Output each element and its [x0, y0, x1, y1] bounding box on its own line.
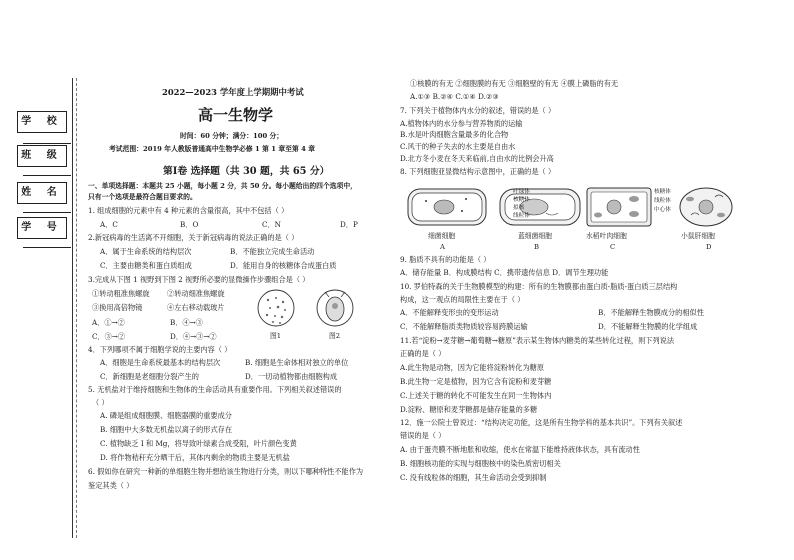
q11-option-d: D.淀粉、糖原和麦芽糖都是储存能量的多糖: [400, 405, 538, 414]
q2-option-a: A．属于生命系统的结构层次: [100, 247, 192, 256]
q10-option-a: A．不能解释变形虫的变形运动: [400, 308, 499, 317]
question-7: 7. 下列关于植物体内水分的叙述，错误的是（ ）: [400, 106, 556, 115]
name-field-line: [23, 212, 71, 213]
section-instruction-2: 只有一个选项是最符合题目要求的。: [88, 193, 197, 201]
q1-option-a: A．C: [100, 220, 118, 229]
q12-option-b: B. 细胞核功能的实现与细胞核中的染色质密切相关: [400, 459, 561, 468]
figure-2-label: 图2: [329, 332, 341, 340]
q3-option-c: C．③→②: [92, 332, 126, 341]
diagram-b-part-nucleoid: 拟核: [513, 205, 525, 211]
question-11-continued: 正确的是（ ）: [400, 349, 446, 358]
question-6-continued: 鉴定其类（ ）: [88, 481, 134, 490]
q5-option-c: C. 植物缺乏 Ⅰ 和 Mg，将导致叶绿素合成受阻，叶片颜色变黄: [100, 439, 297, 448]
diagram-b-letter: B: [534, 243, 539, 251]
question-11: 11.若“淀粉→麦芽糖→葡萄糖→糖原”表示某生物体内糖类的某些转化过程，则下列说法: [400, 336, 675, 345]
q10-option-c: C．不能解释脂质类物质较容易跨膜运输: [400, 322, 528, 331]
q1-option-c: C．N: [262, 220, 281, 229]
q10-option-b: B．不能解释生物膜成分的相似性: [598, 308, 704, 317]
question-4: 4．下列哪项不属于细胞学说的主要内容（ ）: [88, 345, 232, 354]
question-12: 12．施一公院士曾说过：“结构决定功能，这是所有生物学科的基本共识”。下列有关叙述: [400, 418, 683, 427]
question-12-continued: 错误的是（ ）: [400, 431, 446, 440]
school-field-label: 学 校: [17, 111, 67, 133]
diagram-d-part-mitochondrion: 线粒体: [654, 198, 671, 204]
q12-option-c: C. 没有线粒体的细胞，其生命活动会受到抑制: [400, 473, 547, 482]
diagram-b-label: 蓝细菌细胞: [518, 232, 552, 240]
q3-step-4: ④左右移动载玻片: [167, 303, 225, 312]
cyanobacterium-cell-diagram: [498, 185, 582, 229]
q2-option-d: D．能用自身的核糖体合成蛋白质: [230, 261, 337, 270]
q5-option-b: B. 细胞中大多数无机盐以离子的形式存在: [100, 425, 233, 434]
q7-option-c: C.风干的种子失去的水主要是自由水: [400, 142, 516, 151]
q1-option-b: B．O: [180, 220, 199, 229]
question-2: 2.新冠病毒的生活离不开细胞，关于新冠病毒的说法正确的是（ ）: [88, 233, 299, 242]
q2-option-c: C．主要由糖类和蛋白质组成: [100, 261, 192, 270]
q4-option-b: B. 细胞是生命体相对独立的单位: [245, 358, 349, 367]
diagram-b-part-ribosome: 核糖体: [513, 197, 530, 203]
q12-option-a: A. 由于蛋壳膜不断地胀和收缩，使水在常温下能维持液体状态，具有流动性: [400, 445, 640, 454]
q3-step-3: ③换用高倍物镜: [92, 303, 143, 312]
exam-scope: 考试范围：2019 年人教版普通高中生物学必修 1 第 1 章至第 4 章: [109, 145, 315, 153]
q4-option-a: A．细胞是生命系统最基本的结构层次: [100, 358, 221, 367]
diagram-d-part-ribosome: 核糖体: [654, 189, 671, 195]
q1-option-d: D．P: [340, 220, 358, 229]
q11-option-b: B.此生物一定是植物，因为它含有淀粉和麦芽糖: [400, 377, 552, 386]
name-field-label: 姓 名: [17, 182, 67, 204]
q4-option-d: D．一切动植物都由细胞构成: [245, 372, 338, 381]
student-number-field-line: [23, 247, 71, 248]
class-field-label: 班 级: [17, 145, 67, 167]
q2-option-b: B．不能独立完成生命活动: [230, 247, 315, 256]
diagram-d-label: 小鼠肝细胞: [681, 232, 715, 240]
q7-option-d: D.北方冬小麦在冬天来临前,自由水的比例会升高: [400, 154, 554, 163]
q7-option-a: A.植物体内的水分参与营养物质的运输: [400, 119, 523, 128]
diagram-a-letter: A: [440, 243, 445, 251]
question-10-continued: 构成，这一观点的局限性主要在于（ ）: [400, 295, 525, 304]
diagram-d-letter: D: [706, 243, 712, 251]
question-6: 6. 假如你在研究一种新的单细胞生物并想给该生物进行分类，则以下哪种特性不能作为: [88, 467, 364, 476]
binding-dashed-line: [76, 78, 77, 538]
question-1: 1. 组成细胞的元素中有 4 种元素的含量很高，其中不包括（ ）: [88, 206, 289, 215]
section-instruction-1: 一、单项选择题：本题共 25 小题，每小题 2 分，共 50 分。每小题给出的四个选项中，: [88, 182, 357, 190]
diagram-b-part-chloroplast: 叶绿体: [513, 189, 530, 195]
question-10: 10. 罗伯特森的关于生物膜模型的构建：所有的生物膜都由蛋白质-脂质-蛋白质三层结构: [400, 282, 678, 291]
subject-title: 高一生物学: [198, 106, 274, 124]
question-3: 3.完成从下图 1 视野到下图 2 视野所必要的显微操作步骤组合是（ ）: [88, 275, 310, 284]
student-number-field-label: 学 号: [17, 217, 67, 239]
q3-step-2: ②转动细准焦螺旋: [167, 289, 225, 298]
question-8: 8. 下列细胞亚显微结构示意图中，正确的是（ ）: [400, 167, 556, 176]
rice-leaf-cell-diagram: [584, 185, 656, 231]
q11-option-c: C.上述关于糖的转化不可能发生在同一生物体内: [400, 391, 552, 400]
diagram-b-part-mitochondrion: 线粒体: [513, 213, 530, 219]
diagram-c-letter: C: [610, 243, 616, 251]
q5-option-a: A. 磷是组成细胞膜、细胞器膜的重要成分: [100, 411, 232, 420]
q10-option-d: D．不能解释生物膜的化学组成: [598, 322, 698, 331]
q5-option-d: D. 将作物秸秆充分晒干后，其体内剩余的物质主要是无机盐: [100, 453, 290, 462]
q6-items: ①核膜的有无 ②细胞膜的有无 ③细胞壁的有无 ④膜上磷脂的有无: [410, 79, 619, 88]
time-score: 时间：60 分钟；满分：100 分；: [180, 132, 284, 140]
question-5: 5. 无机盐对于维持细胞和生物体的生命活动具有重要作用。下列相关叙述错误的: [88, 385, 342, 394]
q11-option-a: A.此生物是动物，因为它能将淀粉转化为糖原: [400, 363, 545, 372]
q4-option-c: C．新细胞是老细胞分裂产生的: [100, 372, 199, 381]
binding-line: [72, 78, 73, 538]
section-title: 第Ⅰ卷 选择题（共 30 题，共 65 分）: [163, 166, 330, 177]
exam-title: 2022—2023 学年度上学期期中考试: [162, 87, 304, 97]
q9-options: A．储存能量 B．构成膜结构 C．携带遗传信息 D．调节生理功能: [400, 268, 609, 277]
diagram-d-part-centrosome: 中心体: [654, 207, 671, 213]
microscope-figure-2: [315, 288, 355, 336]
q7-option-b: B.水是叶肉细胞含量最多的化合物: [400, 130, 509, 139]
class-field-line: [23, 175, 71, 176]
question-9: 9. 脂质不具有的功能是（ ）: [400, 255, 491, 264]
school-field-line: [23, 143, 71, 144]
q3-option-d: D．④→③→②: [170, 332, 217, 341]
question-5-continued: （ ）: [92, 398, 109, 407]
q6-choices: A.①③ B.②④ C.①④ D.②③: [410, 92, 499, 101]
microscope-figure-1: [256, 288, 296, 336]
q3-option-a: A．①→②: [92, 318, 125, 327]
q3-step-1: ①转动粗准焦螺旋: [92, 289, 150, 298]
q3-option-b: B．④→③: [170, 318, 203, 327]
diagram-c-label: 水稻叶肉细胞: [586, 232, 627, 240]
mouse-liver-cell-diagram: [677, 185, 735, 231]
bacterium-cell-diagram: [406, 185, 490, 229]
diagram-a-label: 细菌细胞: [428, 232, 456, 240]
figure-1-label: 图1: [270, 332, 282, 340]
